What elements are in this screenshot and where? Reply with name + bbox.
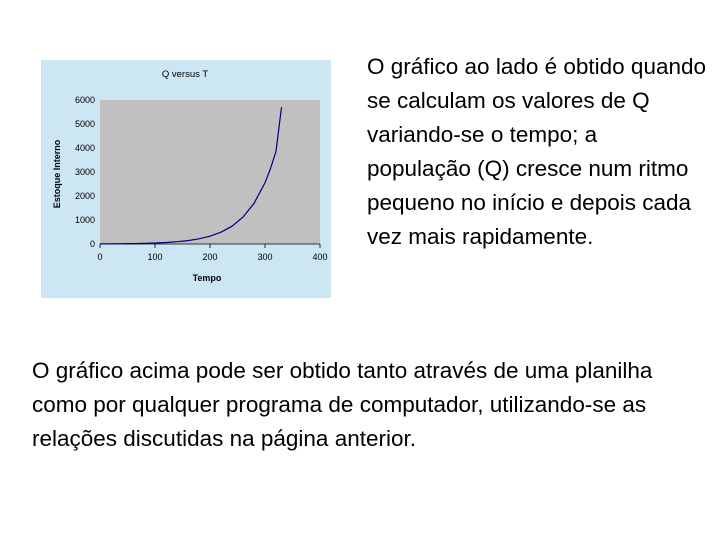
- x-tick-label: 200: [202, 252, 218, 262]
- y-tick-label: 0: [89, 239, 95, 249]
- chart-title: Q versus T: [161, 69, 209, 80]
- x-tick-label: 300: [257, 252, 273, 262]
- plot-area: [100, 100, 320, 244]
- y-tick-label: 2000: [74, 191, 95, 201]
- x-tick-label: 0: [97, 252, 103, 262]
- x-tick-label: 100: [147, 252, 163, 262]
- y-tick-label: 4000: [74, 143, 95, 153]
- y-tick-label: 5000: [74, 119, 95, 129]
- y-axis-label: Estoque Interno: [52, 139, 62, 209]
- y-tick-label: 3000: [74, 167, 95, 177]
- y-tick-label: 6000: [74, 95, 95, 105]
- side-paragraph: O gráfico ao lado é obtido quando se calculam os valores de Q variando-se o tempo; a população (Q) cresce num ritmo pequeno no início e depois cada vez mais rapidamente.: [367, 54, 707, 249]
- chart-panel: [41, 60, 331, 298]
- x-tick-label: 400: [312, 252, 328, 262]
- y-tick-label: 1000: [74, 215, 95, 225]
- bottom-paragraph: O gráfico acima pode ser obtido tanto através de uma planilha como por qualquer programa de computador, utilizando-se as relações discutidas na página anterior.: [32, 358, 653, 451]
- q-versus-t-chart: [41, 60, 331, 298]
- x-axis-label: Tempo: [192, 273, 222, 283]
